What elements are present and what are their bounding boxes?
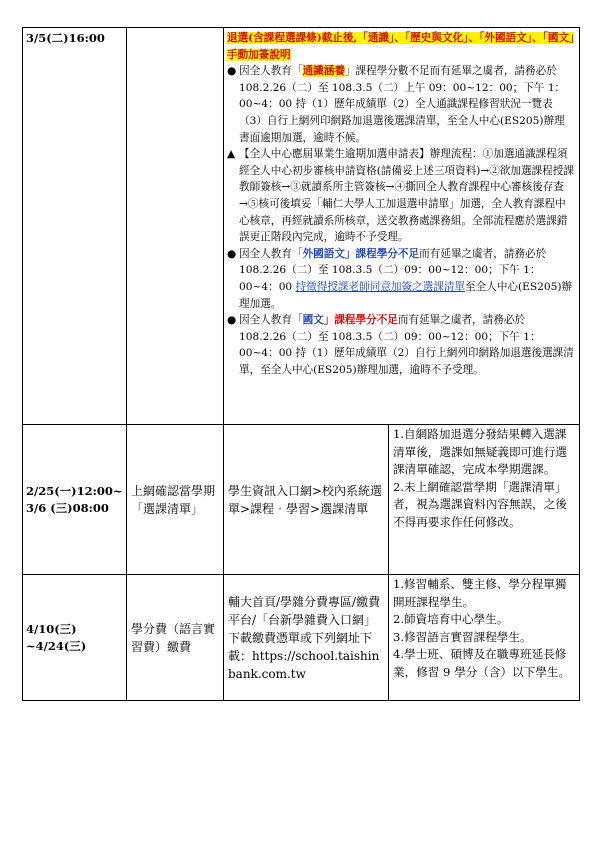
notes-cell — [389, 575, 580, 701]
triangle-icon: ▲ — [227, 148, 236, 161]
date-cell: 3/5(二)16:00 — [23, 28, 127, 425]
notes-cell — [224, 28, 580, 425]
list-item: 4.學士班、碩博及在職專班延長修業，修習 9 學分（含）以下學生。 — [393, 647, 571, 679]
consent-link: 持徵得授課老師同意加簽之選課清單 — [295, 280, 466, 293]
notes-cell — [389, 425, 580, 575]
path-cell: 輔大首頁/學雜分費專區/繳費平台/「台新學雜費入口網」下載繳費憑單或下列網址下載：https://school.taishinbank.com.tw — [224, 575, 389, 701]
bullet-icon: ● — [227, 247, 237, 260]
bullet-icon: ● — [227, 314, 237, 327]
list-item: 2.師資培育中心學生。 — [393, 612, 509, 626]
schedule-table — [22, 27, 580, 701]
list-item: ● 因全人教育「外國語文」課程學分不足而有延畢之虞者，請務必於 108.2.26（二）至 108.3.5（二）09：00~12：00；下午 1：00~4：00 持徵得授課老師同意加簽之選課清單至全人中心(ES205)辦理加選。 — [227, 247, 573, 310]
list-item: ● 因全人教育「國文」課程學分不足而有延畢之虞者，請務必於 108.2.26（二）至 108.3.5（二）09：00~12：00；下午 1：00~4：00 持（1）歷年成績單（2）自行上網列印網路加退選後選課清單，至全人中心(ES205)辦理加選，逾時不予受理。 — [227, 314, 574, 376]
date-cell: 2/25(一)12:00~ 3/6 (三)08:00 — [23, 425, 127, 575]
table-row — [23, 28, 580, 425]
item-cell: 上網確認當學期「選課清單」 — [127, 425, 224, 575]
item-cell — [127, 28, 224, 425]
table-row — [23, 425, 580, 575]
list-item: ▲ 【全人中心應屆畢業生逾期加選申請表】辦理流程：①加選通識課程須經全人中心初步審核申請資格(請備妥上述三項資料)→②欲加選課程授課教師簽核→③就讀系所主管簽核→④撕回全人教育課程中心審核後存查→⑤核可後填妥「輔仁大學人工加退選申請單」加選，全人教育課程中心核章，再經就讀系所核章，送交教務處課務組。全部流程應於選課錯誤更正階段內完成，逾時不予受理。 — [227, 148, 574, 244]
path-cell: 學生資訊入口網>校內系統選單>課程‧學習>選課清單 — [224, 425, 389, 575]
list-item: 1.自網路加退選分發結果轉入選課清單後，選課如無疑義即可進行選課清單確認，完成本學期選課。 — [393, 427, 567, 476]
table-row — [23, 575, 580, 701]
date-cell: 4/10(三) ~4/24(三) — [23, 575, 127, 701]
item-cell: 學分費（語言實習費）繳費 — [127, 575, 224, 701]
list-item: ● 因全人教育「通識涵養」課程學分數不足而有延畢之虞者，請務必於 108.2.26（二）至 108.3.5（二）上午 09：00~12：00；下午 1：00~4：00 持（1）歷年成績單（2）全人通識課程修習狀況一覽表 （3）自行上網列印網路加退選後選課清單，至全人中心(ES205)辦理書面逾期加選，逾時不候。 — [227, 65, 566, 144]
list-item: 1.修習輔系、雙主修、學分程單獨開班課程學生。 — [393, 577, 567, 609]
section-headline: 退選(含課程選課條)截止後,「通識」、「歷史與文化」、「外國語文」、「國文」手動加簽說明 — [227, 32, 575, 61]
list-item: 3.修習語言實習課程學生。 — [393, 629, 532, 644]
list-item: 2.未上網確認當學期「選課清單」者，視為選課資料內容無誤，之後不得再要求作任何修改。 — [393, 479, 567, 529]
bullet-icon: ● — [227, 65, 237, 78]
